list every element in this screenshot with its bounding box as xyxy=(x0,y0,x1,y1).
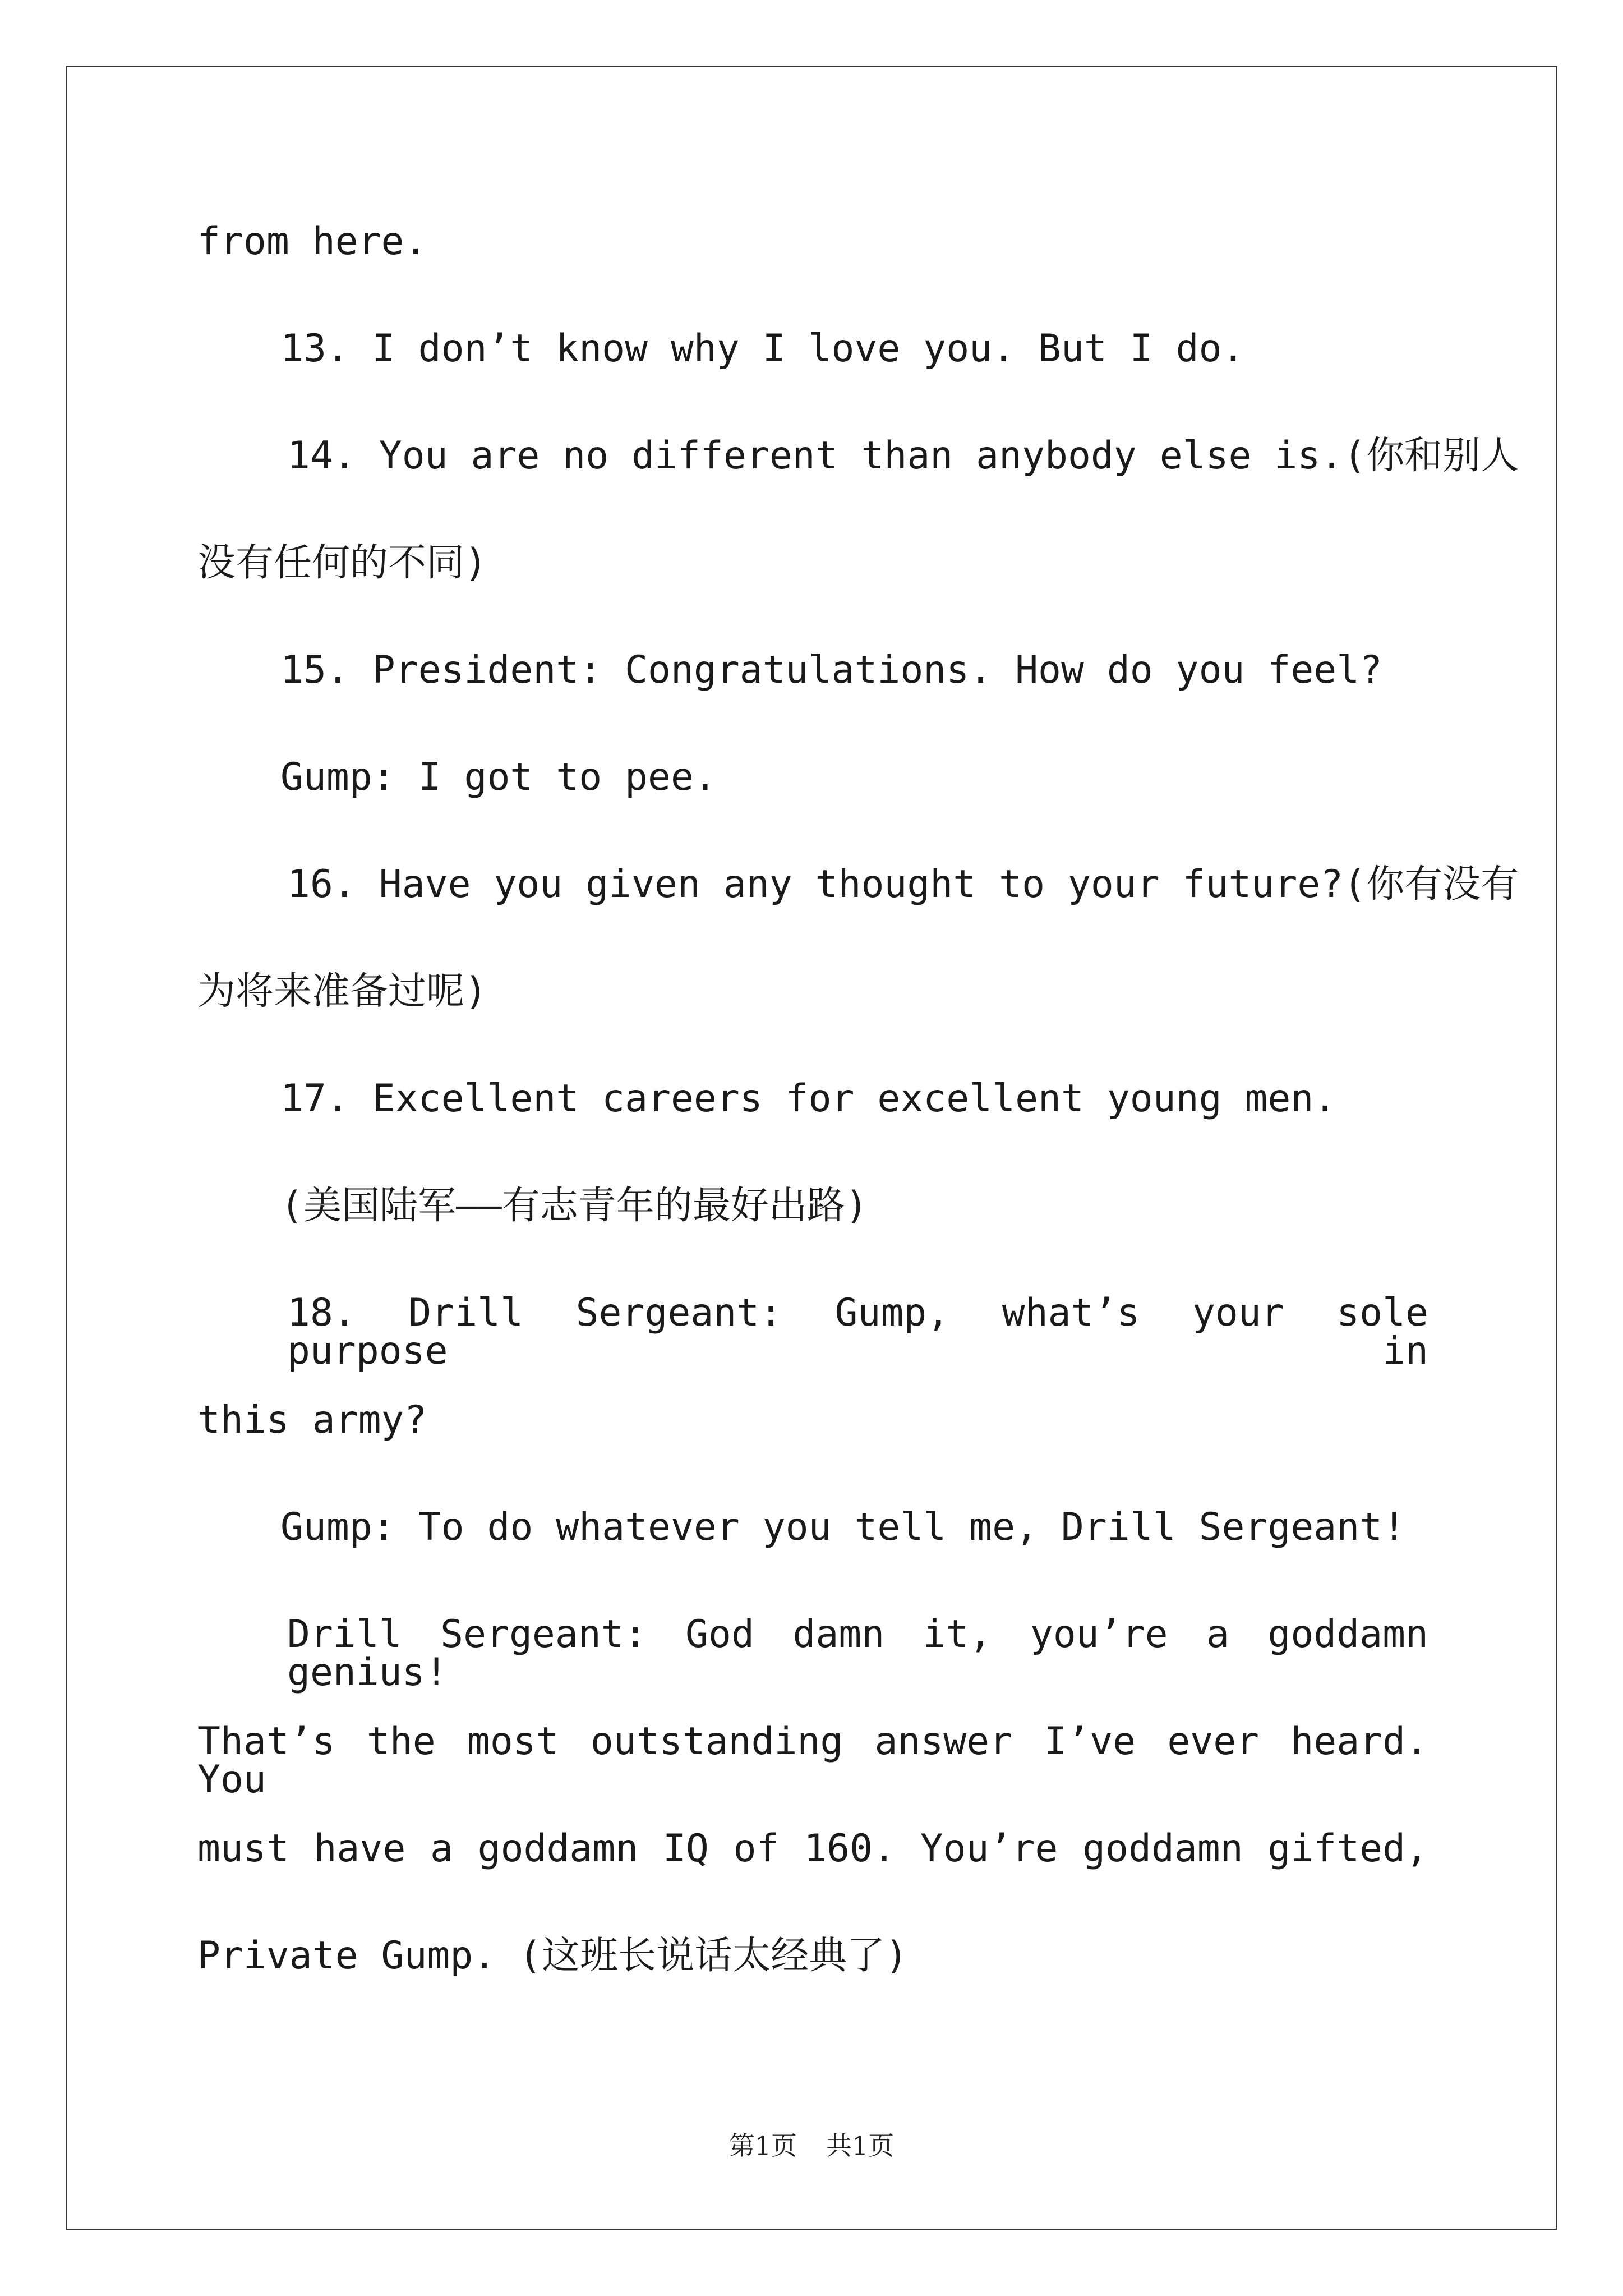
text-line: 16. Have you given any thought to your future?(你有没有 xyxy=(287,862,1519,907)
text-line: 17. Excellent careers for excellent young men. xyxy=(280,1076,1337,1121)
text-line: 没有任何的不同) xyxy=(197,541,487,585)
text-line: Drill Sergeant: God damn it, you’re a goddamn genius! xyxy=(287,1612,1428,1695)
text-line: 13. I don’t know why I love you. But I do. xyxy=(280,326,1245,371)
text-line: Gump: I got to pee. xyxy=(280,755,717,799)
text-line: Private Gump. (这班长说话太经典了) xyxy=(197,1934,909,1978)
document-body xyxy=(197,219,1519,2044)
page-total: 共1页 xyxy=(826,2131,895,2161)
text-line: That’s the most outstanding answer I’ve ever heard. You xyxy=(197,1719,1428,1802)
text-line: Gump: To do whatever you tell me, Drill Sergeant! xyxy=(280,1505,1406,1549)
text-line: 18. Drill Sergeant: Gump, what’s your sole purpose in xyxy=(287,1291,1428,1373)
text-line: this army? xyxy=(197,1398,427,1442)
page-footer xyxy=(0,2132,1623,2160)
text-line: 14. You are no different than anybody else is.(你和别人 xyxy=(287,434,1519,478)
text-line: from here. xyxy=(197,219,427,264)
page-number: 第1页 xyxy=(728,2131,797,2161)
text-line: 为将来准备过呢) xyxy=(197,969,487,1014)
text-line: must have a goddamn IQ of 160. You’re goddamn gifted, xyxy=(197,1826,1428,1871)
text-line: 15. President: Congratulations. How do you feel? xyxy=(280,648,1383,692)
text-line: (美国陆军——有志青年的最好出路) xyxy=(280,1184,868,1228)
